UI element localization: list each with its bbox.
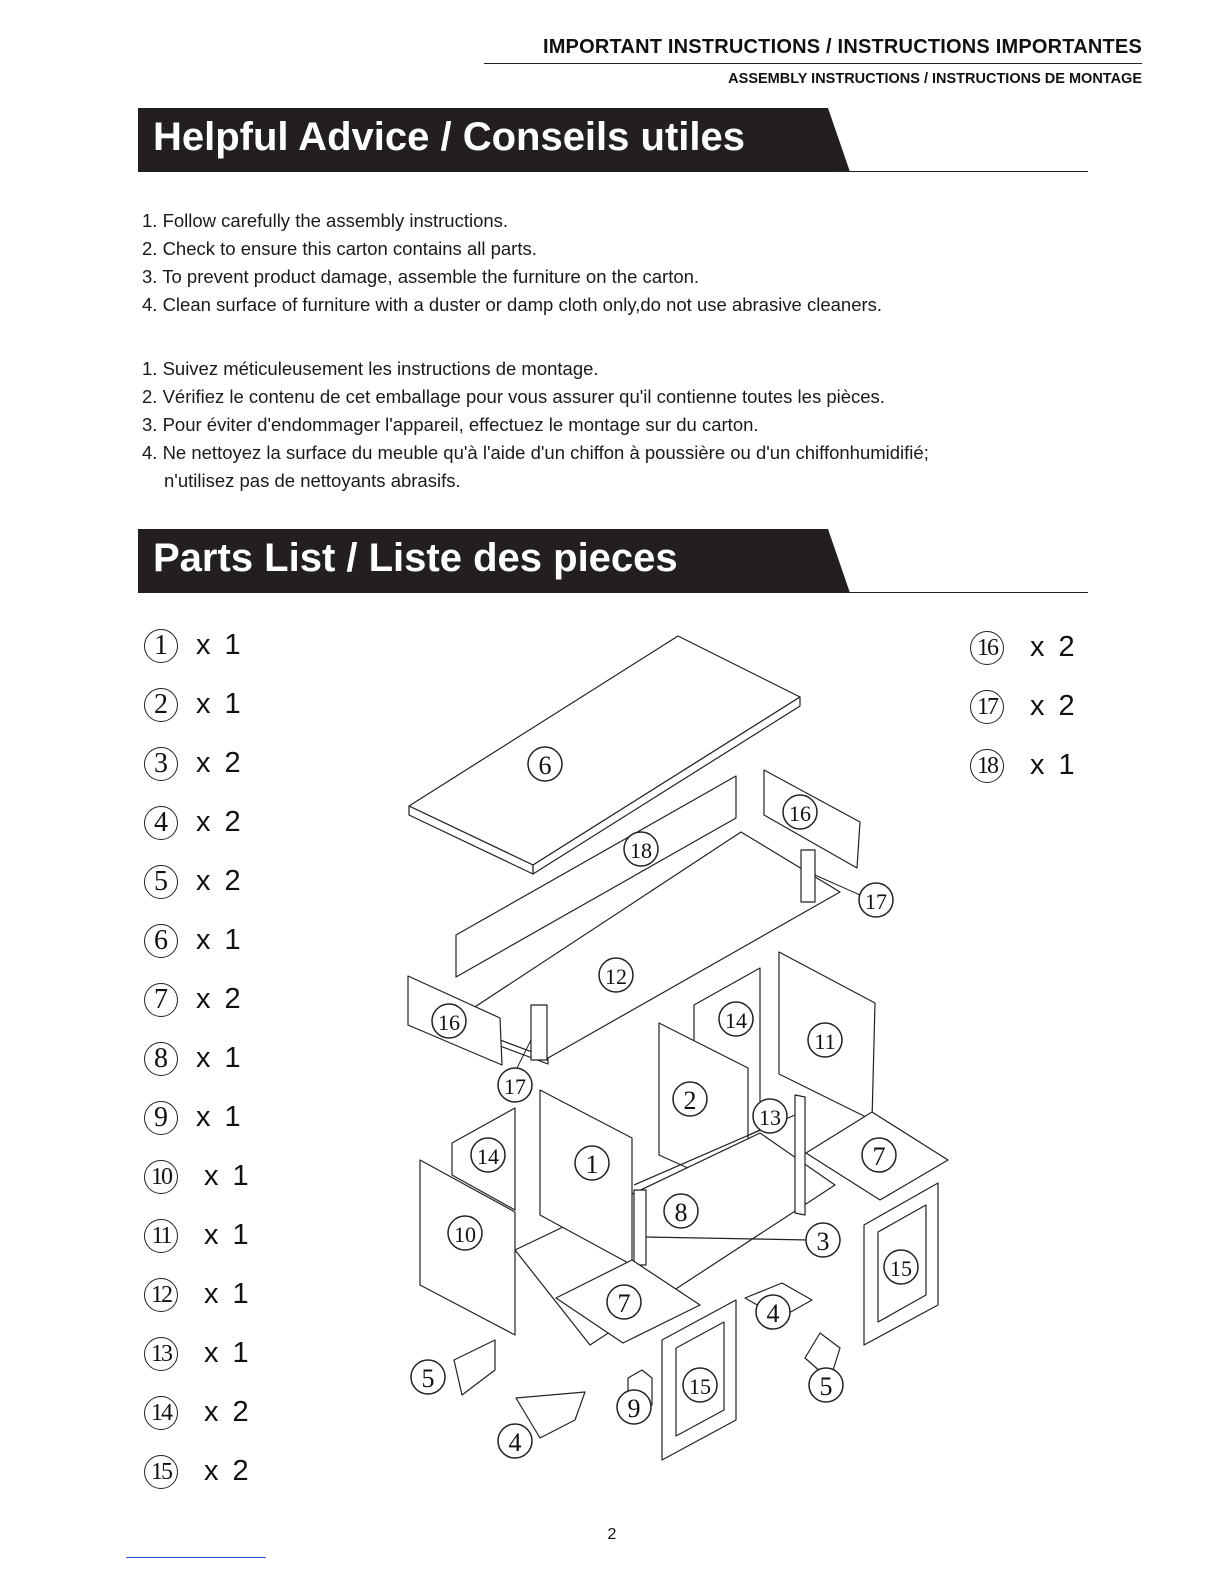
part-row [970, 736, 1075, 795]
callout-14-left [471, 1138, 505, 1172]
callout-15-right [884, 1250, 918, 1284]
part-quantity: 1 [232, 1278, 249, 1310]
times-sign: x [196, 629, 211, 661]
callout-18 [624, 832, 658, 866]
part-row [144, 911, 249, 970]
callout-11 [808, 1023, 842, 1057]
part-row [144, 1324, 249, 1383]
callout-8 [664, 1194, 698, 1228]
callout-10 [448, 1216, 482, 1250]
part-3-rail [634, 1190, 646, 1265]
exploded-assembly-diagram [400, 625, 960, 1475]
part-row [144, 616, 249, 675]
times-sign: x [196, 747, 211, 779]
callout-3 [806, 1223, 840, 1257]
callout-label: 17 [504, 1074, 526, 1099]
callout-label: 13 [759, 1105, 781, 1130]
part-quantity: 1 [224, 1042, 241, 1074]
part-row [144, 852, 249, 911]
list-item: 4. Clean surface of furniture with a duster or damp cloth only,do not use abrasive cleaners. [142, 294, 883, 315]
part-quantity: 2 [224, 865, 241, 897]
advice-heading: Helpful Advice / Conseils utiles [153, 115, 745, 159]
part-number: 8 [144, 1042, 178, 1076]
callout-16-left [432, 1004, 466, 1038]
callout-15-bottom [683, 1368, 717, 1402]
callout-label: 9 [627, 1394, 641, 1423]
times-sign: x [196, 1101, 211, 1133]
part-quantity: 1 [1058, 749, 1075, 781]
part-row [144, 734, 249, 793]
callout-13 [753, 1099, 787, 1133]
page-number: 2 [607, 1526, 617, 1543]
part-number: 6 [144, 924, 178, 958]
part-number: 5 [144, 865, 178, 899]
callout-4-right [756, 1295, 790, 1329]
callout-7-right [862, 1138, 896, 1172]
part-number: 12 [144, 1278, 178, 1312]
part-quantity: 1 [224, 924, 241, 956]
part-number: 13 [144, 1337, 178, 1371]
callout-7-left [607, 1285, 641, 1319]
list-item: 4. Ne nettoyez la surface du meuble qu'à l'aide d'un chiffon à poussière ou d'un chiffonhumidifié; [142, 442, 929, 463]
document-header-subtitle: ASSEMBLY INSTRUCTIONS / INSTRUCTIONS DE MONTAGE [728, 71, 1142, 87]
times-sign: x [204, 1455, 219, 1487]
part-number: 4 [144, 806, 178, 840]
part-row [970, 618, 1075, 677]
callout-label: 4 [766, 1299, 780, 1328]
times-sign: x [204, 1337, 219, 1369]
part-number: 15 [144, 1455, 178, 1489]
part-13-rail [795, 1095, 805, 1215]
list-item: 1. Suivez méticuleusement les instructions de montage. [142, 358, 599, 379]
callout-label: 18 [630, 838, 652, 863]
times-sign: x [196, 865, 211, 897]
list-item: 2. Check to ensure this carton contains all parts. [142, 238, 537, 259]
part-row [144, 1206, 249, 1265]
times-sign: x [204, 1219, 219, 1251]
part-number: 1 [144, 629, 178, 663]
callout-1 [575, 1146, 609, 1180]
header-divider [484, 63, 1142, 64]
callout-label: 3 [816, 1227, 830, 1256]
part-quantity: 2 [1058, 631, 1075, 663]
part-row [144, 1383, 249, 1442]
callout-label: 11 [814, 1029, 836, 1054]
part-quantity: 1 [232, 1160, 249, 1192]
footer-link-underline[interactable] [126, 1557, 266, 1558]
callout-label: 6 [538, 751, 552, 780]
part-number: 10 [144, 1160, 178, 1194]
part-quantity: 1 [224, 688, 241, 720]
times-sign: x [196, 1042, 211, 1074]
document-header-title: IMPORTANT INSTRUCTIONS / INSTRUCTIONS IMPORTANTES [542, 36, 1142, 58]
part-row [144, 1442, 249, 1501]
times-sign: x [196, 924, 211, 956]
callout-label: 14 [477, 1144, 499, 1169]
callout-6 [528, 747, 562, 781]
list-item: 2. Vérifiez le contenu de cet emballage pour vous assurer qu'il contienne toutes les pièces. [142, 386, 885, 407]
parts-banner-rule [838, 592, 1088, 593]
times-sign: x [1030, 749, 1045, 781]
part-number: 17 [970, 690, 1004, 724]
part-number: 14 [144, 1396, 178, 1430]
part-quantity: 2 [224, 983, 241, 1015]
part-row [144, 793, 249, 852]
advice-list-french [142, 355, 929, 495]
callout-14-right [719, 1002, 753, 1036]
callout-label: 14 [725, 1008, 747, 1033]
part-row [144, 1265, 249, 1324]
part-number: 9 [144, 1101, 178, 1135]
part-number: 3 [144, 747, 178, 781]
callout-2 [673, 1082, 707, 1116]
callout-label: 12 [605, 964, 627, 989]
callout-label: 5 [421, 1364, 435, 1393]
times-sign: x [204, 1160, 219, 1192]
part-quantity: 1 [224, 629, 241, 661]
advice-banner-rule [838, 171, 1088, 172]
part-row [144, 1088, 249, 1147]
times-sign: x [196, 983, 211, 1015]
part-quantity: 2 [232, 1455, 249, 1487]
part-quantity: 1 [232, 1337, 249, 1369]
part-quantity: 2 [224, 806, 241, 838]
callout-label: 5 [819, 1372, 833, 1401]
callout-label: 15 [689, 1374, 711, 1399]
part-row [144, 970, 249, 1029]
callout-5-right [809, 1368, 843, 1402]
times-sign: x [1030, 631, 1045, 663]
callout-16-right [783, 795, 817, 829]
part-row [144, 1147, 249, 1206]
part-number: 2 [144, 688, 178, 722]
part-quantity: 2 [1058, 690, 1075, 722]
advice-list-english [142, 207, 882, 319]
callout-label: 15 [890, 1256, 912, 1281]
list-item: 3. To prevent product damage, assemble the furniture on the carton. [142, 266, 700, 287]
callout-9 [617, 1390, 651, 1424]
part-row [144, 675, 249, 734]
times-sign: x [196, 806, 211, 838]
times-sign: x [204, 1278, 219, 1310]
part-row [144, 1029, 249, 1088]
callout-label: 16 [438, 1010, 460, 1035]
part-quantity: 1 [232, 1219, 249, 1251]
list-item: 3. Pour éviter d'endommager l'appareil, effectuez le montage sur du carton. [142, 414, 759, 435]
callout-label: 7 [617, 1289, 631, 1318]
part-number: 7 [144, 983, 178, 1017]
callout-5-left [411, 1360, 445, 1394]
callout-label: 16 [789, 801, 811, 826]
callout-label: 2 [683, 1086, 697, 1115]
part-number: 18 [970, 749, 1004, 783]
callout-label: 10 [454, 1222, 476, 1247]
callout-label: 17 [865, 889, 887, 914]
parts-heading: Parts List / Liste des pieces [153, 536, 678, 580]
part-17-post-left [531, 1005, 547, 1060]
parts-list-left [144, 616, 249, 1501]
times-sign: x [204, 1396, 219, 1428]
callout-label: 8 [674, 1198, 688, 1227]
part-row [970, 677, 1075, 736]
list-item: 1. Follow carefully the assembly instructions. [142, 210, 509, 231]
callout-label: 7 [872, 1142, 886, 1171]
part-17-post-right [801, 850, 815, 902]
callout-4-bottom [498, 1424, 532, 1458]
part-5-leg-left [454, 1340, 495, 1395]
callout-label: 1 [585, 1150, 599, 1179]
part-quantity: 1 [224, 1101, 241, 1133]
times-sign: x [196, 688, 211, 720]
part-quantity: 2 [224, 747, 241, 779]
list-item: n'utilisez pas de nettoyants abrasifs. [164, 470, 461, 491]
part-quantity: 2 [232, 1396, 249, 1428]
parts-list-right [970, 618, 1075, 795]
part-number: 16 [970, 631, 1004, 665]
callout-12 [599, 958, 633, 992]
part-6-top-panel [409, 636, 800, 865]
times-sign: x [1030, 690, 1045, 722]
callout-label: 4 [508, 1428, 522, 1457]
part-number: 11 [144, 1219, 178, 1253]
